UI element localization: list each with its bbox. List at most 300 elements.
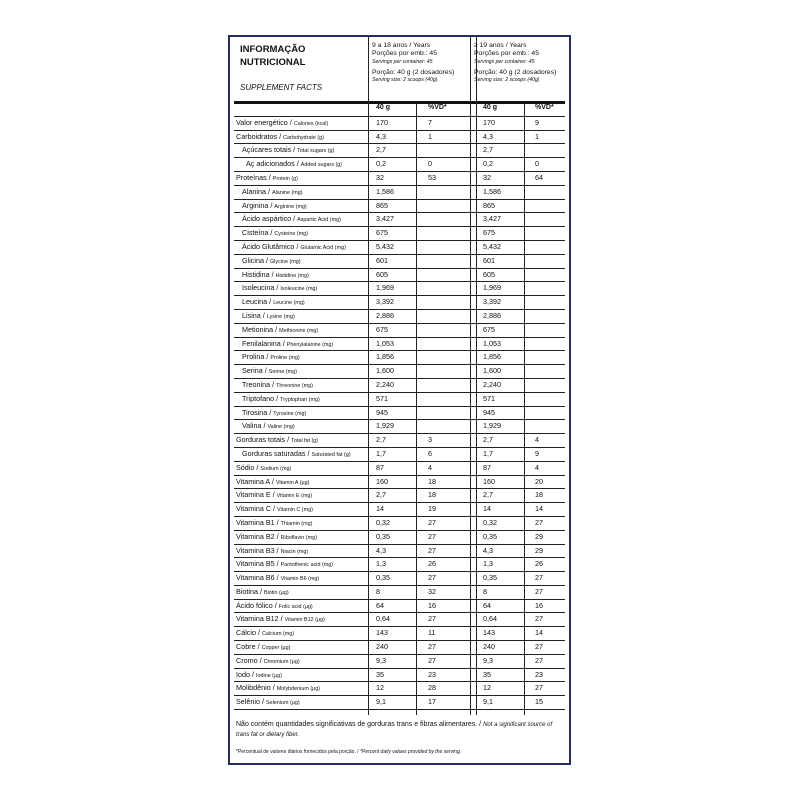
dv-19-plus: 16 <box>535 600 543 610</box>
amount-9-18: 2,7 <box>376 145 386 155</box>
nutrient-row <box>230 324 569 338</box>
nutrient-row <box>230 476 569 490</box>
nutrient-label: Cisteína / Cysteine (mg) <box>242 228 308 238</box>
nutrient-name-pt: Lisina <box>242 310 261 320</box>
nutrient-name-en: Vitamin B6 (mg) <box>280 576 320 583</box>
nutrient-name-en: Lysine (mg) <box>266 313 295 320</box>
nutrient-name-en: Sodium (mg) <box>260 465 292 472</box>
nutrient-row <box>230 669 569 683</box>
footnote-pt: *Percentual de valores diários fornecidos pela porção. / <box>236 749 359 755</box>
amount-19-plus: 0,35 <box>483 531 497 541</box>
nutrient-name-pt: Carboidratos <box>236 131 278 141</box>
amount-19-plus: 64 <box>483 600 491 610</box>
nutrient-name-pt: Vitamina B6 <box>236 573 275 583</box>
nutrient-name-pt: Vitamina A <box>236 476 270 486</box>
amount-9-18: 3,427 <box>376 214 394 224</box>
nutrient-row <box>230 131 569 145</box>
group-header-19-plus <box>474 42 574 84</box>
nutrient-label: Leucina / Leucine (mg) <box>242 297 305 307</box>
column-divider <box>476 37 477 715</box>
amount-9-18: 14 <box>376 504 384 514</box>
amount-19-plus: 2,7 <box>483 435 493 445</box>
nutrient-row <box>230 531 569 545</box>
group-servings-en: Servings per container: 45 <box>474 58 535 65</box>
dv-9-18: 27 <box>428 573 436 583</box>
nutrient-row <box>230 144 569 158</box>
amount-9-18: 9,3 <box>376 655 386 665</box>
nutrient-name-en: Valine (mg) <box>267 424 295 431</box>
amount-9-18: 143 <box>376 628 388 638</box>
nutrient-name-pt: Vitamina B2 <box>236 531 275 541</box>
nutrient-label: Vitamina A / Vitamin A (µg) <box>236 476 310 486</box>
dv-9-18: 3 <box>428 435 432 445</box>
title-line-2: NUTRICIONAL <box>240 57 306 68</box>
nutrient-name-pt: Ácido fólico <box>236 600 273 610</box>
nutrient-name-en: Cysteine (mg) <box>274 231 308 238</box>
dv-19-plus: 64 <box>535 172 543 182</box>
nutrient-name-pt: Gorduras totais <box>236 435 286 445</box>
group-portion-size: Porção: 40 g (2 dosadores) <box>372 68 455 76</box>
nutrient-row <box>230 213 569 227</box>
nutrient-name-en: Folic acid (µg) <box>278 603 313 610</box>
col-amount-2: 40 g <box>483 104 498 111</box>
nutrient-name-en: Thiamin (mg) <box>280 520 313 527</box>
amount-9-18: 601 <box>376 255 388 265</box>
dv-9-18: 23 <box>428 669 436 679</box>
nutrient-name-pt: Vitamina B12 <box>236 614 279 624</box>
nutrient-label: Fenilalanina / Phenylalanine (mg) <box>242 338 334 348</box>
daily-value-footnote <box>236 749 566 755</box>
dv-19-plus: 0 <box>535 159 539 169</box>
nutrient-name-pt: Ácido aspártico <box>242 214 292 224</box>
nutrient-label: Molibdênio / Molybdenium (µg) <box>236 683 321 693</box>
amount-9-18: 240 <box>376 642 388 652</box>
amount-9-18: 87 <box>376 462 384 472</box>
nutrient-label: Triptofano / Tryptophan (mg) <box>242 393 320 403</box>
nutrient-row <box>230 545 569 559</box>
nutrient-label: Vitamina B6 / Vitamin B6 (mg) <box>236 573 320 583</box>
amount-9-18: 64 <box>376 600 384 610</box>
dv-9-18: 26 <box>428 559 436 569</box>
amount-19-plus: 1,600 <box>483 366 501 376</box>
nutrient-name-en: Pantothenic acid (mg) <box>280 562 334 569</box>
nutrient-name-pt: Isoleucina <box>242 283 275 293</box>
amount-19-plus: 1,3 <box>483 559 493 569</box>
nutrient-row <box>230 338 569 352</box>
nutrient-name-pt: Arginina <box>242 200 269 210</box>
amount-19-plus: 2,7 <box>483 145 493 155</box>
nutrient-label: Metionina / Methionine (mg) <box>242 324 319 334</box>
nutrient-name-en: Vitamin A (µg) <box>275 479 310 486</box>
amount-19-plus: 675 <box>483 324 495 334</box>
nutrient-row <box>230 365 569 379</box>
nutrient-row <box>230 600 569 614</box>
dv-9-18: 18 <box>428 476 436 486</box>
amount-19-plus: 1,053 <box>483 338 501 348</box>
nutrient-name-en: Serine (mg) <box>268 369 297 376</box>
nutrient-row <box>230 655 569 669</box>
amount-9-18: 2,7 <box>376 490 386 500</box>
nutrient-label: Ácido fólico / Folic acid (µg) <box>236 600 313 610</box>
nutrient-row <box>230 158 569 172</box>
nutrient-name-pt: Cisteína <box>242 228 269 238</box>
amount-19-plus: 945 <box>483 407 495 417</box>
group-portion-size: Porção: 40 g (2 dosadores) <box>474 68 557 76</box>
nutrient-name-pt: Valina <box>242 421 262 431</box>
amount-19-plus: 1,856 <box>483 352 501 362</box>
footnote-en: *Percent daily values provided by the serving. <box>359 749 462 755</box>
nutrient-name-pt: Molibdênio <box>236 683 271 693</box>
nutrient-label: Cromo / Chromium (µg) <box>236 655 300 665</box>
nutrient-name-pt: Triptofano <box>242 393 275 403</box>
amount-19-plus: 0,35 <box>483 573 497 583</box>
nutrient-label: Vitamina B1 / Thiamin (mg) <box>236 517 313 527</box>
title-line-1: INFORMAÇÃO <box>240 44 306 55</box>
amount-9-18: 1,600 <box>376 366 394 376</box>
nutrient-label: Selênio / Selenium (µg) <box>236 697 300 707</box>
nutrient-name-en: Vitamin C (mg) <box>277 507 313 514</box>
nutrient-row <box>230 186 569 200</box>
amount-19-plus: 1,969 <box>483 283 501 293</box>
nutrient-row <box>230 200 569 214</box>
amount-9-18: 32 <box>376 172 384 182</box>
nutrient-name-en: Tryptophan (mg) <box>280 396 320 403</box>
nutrient-name-en: Carbohydrate (g) <box>283 134 324 141</box>
nutrient-name-en: Alanine (mg) <box>271 189 303 196</box>
amount-9-18: 675 <box>376 228 388 238</box>
group-age: ≥ 19 anos / Years <box>474 42 527 49</box>
nutrient-row <box>230 420 569 434</box>
amount-19-plus: 240 <box>483 642 495 652</box>
nutrient-name-en: Saturated fat (g) <box>311 451 351 458</box>
amount-19-plus: 5,432 <box>483 241 501 251</box>
amount-9-18: 945 <box>376 407 388 417</box>
amount-19-plus: 8 <box>483 586 487 596</box>
amount-19-plus: 32 <box>483 172 491 182</box>
nutrient-name-en: Protein (g) <box>272 175 298 182</box>
amount-19-plus: 0,64 <box>483 614 497 624</box>
nutrient-label: Iodo / Iodine (µg) <box>236 669 282 679</box>
dv-9-18: 27 <box>428 531 436 541</box>
amount-9-18: 9,1 <box>376 697 386 707</box>
amount-9-18: 1,929 <box>376 421 394 431</box>
dv-19-plus: 1 <box>535 131 539 141</box>
nutrient-name-en: Molybdenium (µg) <box>276 686 321 693</box>
nutrient-row <box>230 407 569 421</box>
dv-9-18: 0 <box>428 159 432 169</box>
amount-9-18: 12 <box>376 683 384 693</box>
nutrient-row <box>230 296 569 310</box>
nutrient-row <box>230 241 569 255</box>
nutrient-name-en: Calories (kcal) <box>293 120 329 127</box>
nutrient-name-pt: Proteínas <box>236 172 267 182</box>
nutrient-label: Proteínas / Protein (g) <box>236 172 298 182</box>
nutrient-name-pt: Sódio <box>236 462 255 472</box>
nutrient-label: Glicina / Glycine (mg) <box>242 255 301 265</box>
nutrient-row <box>230 613 569 627</box>
col-dv-1: %VD* <box>428 104 447 111</box>
nutrient-name-en: Proline (mg) <box>270 355 300 362</box>
nutrient-label: Aç adicionados / Added sugars (g) <box>246 159 343 169</box>
nutrient-name-pt: Tirosina <box>242 407 268 417</box>
nutrient-name-en: Threonine (mg) <box>276 382 313 389</box>
dv-9-18: 27 <box>428 642 436 652</box>
nutrient-row <box>230 227 569 241</box>
nutrient-label: Vitamina E / Vitamin E (mg) <box>236 490 313 500</box>
amount-9-18: 1,3 <box>376 559 386 569</box>
amount-9-18: 0,32 <box>376 517 390 527</box>
nutrient-row <box>230 310 569 324</box>
nutrient-name-pt: Serina <box>242 366 263 376</box>
nutrient-row <box>230 434 569 448</box>
amount-19-plus: 0,2 <box>483 159 493 169</box>
dv-19-plus: 14 <box>535 504 543 514</box>
amount-9-18: 605 <box>376 269 388 279</box>
amount-19-plus: 601 <box>483 255 495 265</box>
dv-19-plus: 18 <box>535 490 543 500</box>
column-divider <box>416 103 417 715</box>
nutrient-name-pt: Vitamina B3 <box>236 545 275 555</box>
nutrient-name-pt: Glicina <box>242 255 264 265</box>
nutrient-name-pt: Alanina <box>242 186 266 196</box>
nutrient-label: Histidina / Histidine (mg) <box>242 269 309 279</box>
nutrient-label: Arginina / Arginine (mg) <box>242 200 307 210</box>
nutrient-row <box>230 627 569 641</box>
panel-title <box>240 43 305 69</box>
nutrient-label: Gorduras saturadas / Saturated fat (g) <box>242 448 351 458</box>
nutrient-name-pt: Biotina <box>236 586 258 596</box>
nutrient-label: Vitamina B12 / Vitamin B12 (µg) <box>236 614 325 624</box>
dv-9-18: 27 <box>428 545 436 555</box>
nutrient-label: Vitamina C / Vitamin C (mg) <box>236 504 313 514</box>
dv-9-18: 27 <box>428 655 436 665</box>
amount-19-plus: 2,886 <box>483 310 501 320</box>
nutrition-facts-panel <box>228 35 571 765</box>
nutrient-label: Alanina / Alanine (mg) <box>242 186 303 196</box>
dv-19-plus: 27 <box>535 586 543 596</box>
amount-9-18: 4,3 <box>376 545 386 555</box>
group-age: 9 a 18 anos / Years <box>372 42 431 49</box>
dv-9-18: 11 <box>428 628 436 638</box>
col-amount-1: 40 g <box>376 104 391 111</box>
amount-19-plus: 170 <box>483 117 495 127</box>
amount-19-plus: 1,929 <box>483 421 501 431</box>
amount-9-18: 160 <box>376 476 388 486</box>
nutrient-label: Valor energético / Calories (kcal) <box>236 117 329 127</box>
nutrient-name-en: Biotin (µg) <box>263 589 289 596</box>
nutrient-label: Lisina / Lysine (mg) <box>242 310 295 320</box>
nutrient-name-en: Glycine (mg) <box>269 258 301 265</box>
nutrient-row <box>230 282 569 296</box>
amount-9-18: 1,7 <box>376 448 386 458</box>
nutrient-name-pt: Gorduras saturadas <box>242 448 306 458</box>
trans-fat-note <box>236 720 566 740</box>
nutrient-label: Vitamina B3 / Niacin (mg) <box>236 545 309 555</box>
amount-19-plus: 12 <box>483 683 491 693</box>
nutrient-row <box>230 269 569 283</box>
nutrient-name-pt: Histidina <box>242 269 270 279</box>
column-header-row <box>230 103 569 117</box>
nutrient-label: Biotina / Biotin (µg) <box>236 586 289 596</box>
amount-19-plus: 9,3 <box>483 655 493 665</box>
amount-9-18: 8 <box>376 586 380 596</box>
nutrient-name-en: Calcium (mg) <box>261 631 295 638</box>
nutrient-name-pt: Aç adicionados <box>246 159 295 169</box>
nutrient-name-pt: Cobre <box>236 642 256 652</box>
col-dv-2: %VD* <box>535 104 554 111</box>
nutrient-label: Serina / Serine (mg) <box>242 366 297 376</box>
nutrient-label: Ácido Glutâmico / Glutamic Acid (mg) <box>242 241 346 251</box>
nutrient-name-pt: Ácido Glutâmico <box>242 241 295 251</box>
dv-19-plus: 27 <box>535 517 543 527</box>
nutrient-name-pt: Cálcio <box>236 628 256 638</box>
nutrient-name-pt: Cromo <box>236 655 258 665</box>
nutrient-row <box>230 351 569 365</box>
nutrient-name-en: Vitamin E (mg) <box>276 493 313 500</box>
column-divider <box>470 37 471 715</box>
dv-19-plus: 14 <box>535 628 543 638</box>
amount-19-plus: 865 <box>483 200 495 210</box>
nutrient-label: Açúcares totais / Total sugars (g) <box>242 145 335 155</box>
nutrient-name-en: Isoleucine (mg) <box>280 286 318 293</box>
group-serving-size-en: Serving size: 2 scoops (40g) <box>372 76 438 83</box>
nutrient-name-en: Methionine (mg) <box>279 327 319 334</box>
amount-19-plus: 1,586 <box>483 186 501 196</box>
amount-9-18: 1,053 <box>376 338 394 348</box>
nutrient-name-en: Selenium (µg) <box>265 700 300 707</box>
nutrient-name-en: Aspartic Acid (mg) <box>297 217 341 224</box>
nutrient-label: Ácido aspártico / Aspartic Acid (mg) <box>242 214 341 224</box>
dv-9-18: 7 <box>428 117 432 127</box>
dv-9-18: 18 <box>428 490 436 500</box>
dv-9-18: 1 <box>428 131 432 141</box>
nutrient-name-en: Added sugars (g) <box>300 162 343 169</box>
nutrient-name-en: Iodine (µg) <box>256 672 282 679</box>
dv-19-plus: 9 <box>535 448 539 458</box>
nutrient-row <box>230 503 569 517</box>
nutrient-name-pt: Vitamina E <box>236 490 271 500</box>
amount-9-18: 865 <box>376 200 388 210</box>
dv-19-plus: 29 <box>535 531 543 541</box>
dv-9-18: 4 <box>428 462 432 472</box>
nutrient-row <box>230 172 569 186</box>
amount-9-18: 3,392 <box>376 297 394 307</box>
nutrient-row <box>230 558 569 572</box>
nutrient-name-pt: Valor energético <box>236 117 288 127</box>
nutrient-row <box>230 393 569 407</box>
nutrient-label: Carboidratos / Carbohydrate (g) <box>236 131 324 141</box>
nutrient-name-pt: Vitamina C <box>236 504 272 514</box>
amount-9-18: 170 <box>376 117 388 127</box>
nutrient-label: Isoleucina / Isoleucine (mg) <box>242 283 318 293</box>
nutrient-name-en: Glutamic Acid (mg) <box>300 244 346 251</box>
nutrient-row <box>230 641 569 655</box>
nutrient-label: Cálcio / Calcium (mg) <box>236 628 295 638</box>
dv-19-plus: 23 <box>535 669 543 679</box>
amount-9-18: 0,64 <box>376 614 390 624</box>
dv-19-plus: 4 <box>535 435 539 445</box>
nutrient-label: Vitamina B2 / Riboflavin (mg) <box>236 531 317 541</box>
amount-19-plus: 9,1 <box>483 697 493 707</box>
amount-9-18: 4,3 <box>376 131 386 141</box>
dv-9-18: 27 <box>428 614 436 624</box>
group-portions: Porções por emb.: 45 <box>474 50 539 58</box>
column-divider <box>524 103 525 715</box>
dv-9-18: 28 <box>428 683 436 693</box>
amount-9-18: 2,240 <box>376 379 394 389</box>
dv-19-plus: 4 <box>535 462 539 472</box>
nutrient-name-en: Copper (µg) <box>261 645 291 652</box>
nutrient-name-pt: Leucina <box>242 297 268 307</box>
nutrient-name-pt: Prolina <box>242 352 265 362</box>
nutrient-label: Tirosina / Tyrosine (mg) <box>242 407 307 417</box>
amount-19-plus: 143 <box>483 628 495 638</box>
amount-19-plus: 3,427 <box>483 214 501 224</box>
dv-9-18: 17 <box>428 697 436 707</box>
nutrient-name-pt: Açúcares totais <box>242 145 292 155</box>
amount-9-18: 5,432 <box>376 241 394 251</box>
amount-9-18: 571 <box>376 393 388 403</box>
nutrient-row <box>230 682 569 696</box>
amount-19-plus: 675 <box>483 228 495 238</box>
nutrient-name-en: Total fat (g) <box>291 438 319 445</box>
nutrient-name-pt: Iodo <box>236 669 250 679</box>
nutrient-label: Prolina / Proline (mg) <box>242 352 300 362</box>
amount-9-18: 2,886 <box>376 310 394 320</box>
nutrient-name-en: Vitamin B12 (µg) <box>284 617 325 624</box>
note-pt: Não contém quantidades significativas de gorduras trans e fibras alimentares. / <box>236 721 482 728</box>
nutrient-name-en: Niacin (mg) <box>280 548 309 555</box>
group-header-9-18 <box>372 42 472 84</box>
group-servings-en: Servings per container: 45 <box>372 58 433 65</box>
nutrient-label: Valina / Valine (mg) <box>242 421 295 431</box>
amount-19-plus: 4,3 <box>483 545 493 555</box>
amount-9-18: 0,2 <box>376 159 386 169</box>
amount-9-18: 0,35 <box>376 573 390 583</box>
nutrient-table <box>230 103 569 710</box>
dv-19-plus: 26 <box>535 559 543 569</box>
amount-9-18: 675 <box>376 324 388 334</box>
nutrient-label: Gorduras totais / Total fat (g) <box>236 435 319 445</box>
nutrient-row <box>230 517 569 531</box>
nutrient-label: Treonina / Threonine (mg) <box>242 379 313 389</box>
amount-9-18: 35 <box>376 669 384 679</box>
amount-9-18: 1,969 <box>376 283 394 293</box>
nutrient-row <box>230 117 569 131</box>
dv-9-18: 16 <box>428 600 436 610</box>
dv-9-18: 19 <box>428 504 436 514</box>
nutrient-name-en: Histidine (mg) <box>275 272 309 279</box>
dv-19-plus: 27 <box>535 683 543 693</box>
nutrient-name-pt: Fenilalanina <box>242 338 281 348</box>
nutrient-name-pt: Vitamina B1 <box>236 517 275 527</box>
nutrient-row <box>230 489 569 503</box>
nutrient-name-pt: Metionina <box>242 324 274 334</box>
amount-19-plus: 35 <box>483 669 491 679</box>
dv-19-plus: 27 <box>535 655 543 665</box>
dv-19-plus: 15 <box>535 697 543 707</box>
group-serving-size-en: Serving size: 2 scoops (40g) <box>474 76 540 83</box>
column-divider <box>368 37 369 715</box>
dv-19-plus: 27 <box>535 573 543 583</box>
amount-19-plus: 0,32 <box>483 517 497 527</box>
nutrient-name-en: Tyrosine (mg) <box>273 410 307 417</box>
amount-19-plus: 1,7 <box>483 448 493 458</box>
amount-19-plus: 160 <box>483 476 495 486</box>
amount-19-plus: 605 <box>483 269 495 279</box>
amount-9-18: 0,35 <box>376 531 390 541</box>
nutrient-label: Vitamina B5 / Pantothenic acid (mg) <box>236 559 334 569</box>
